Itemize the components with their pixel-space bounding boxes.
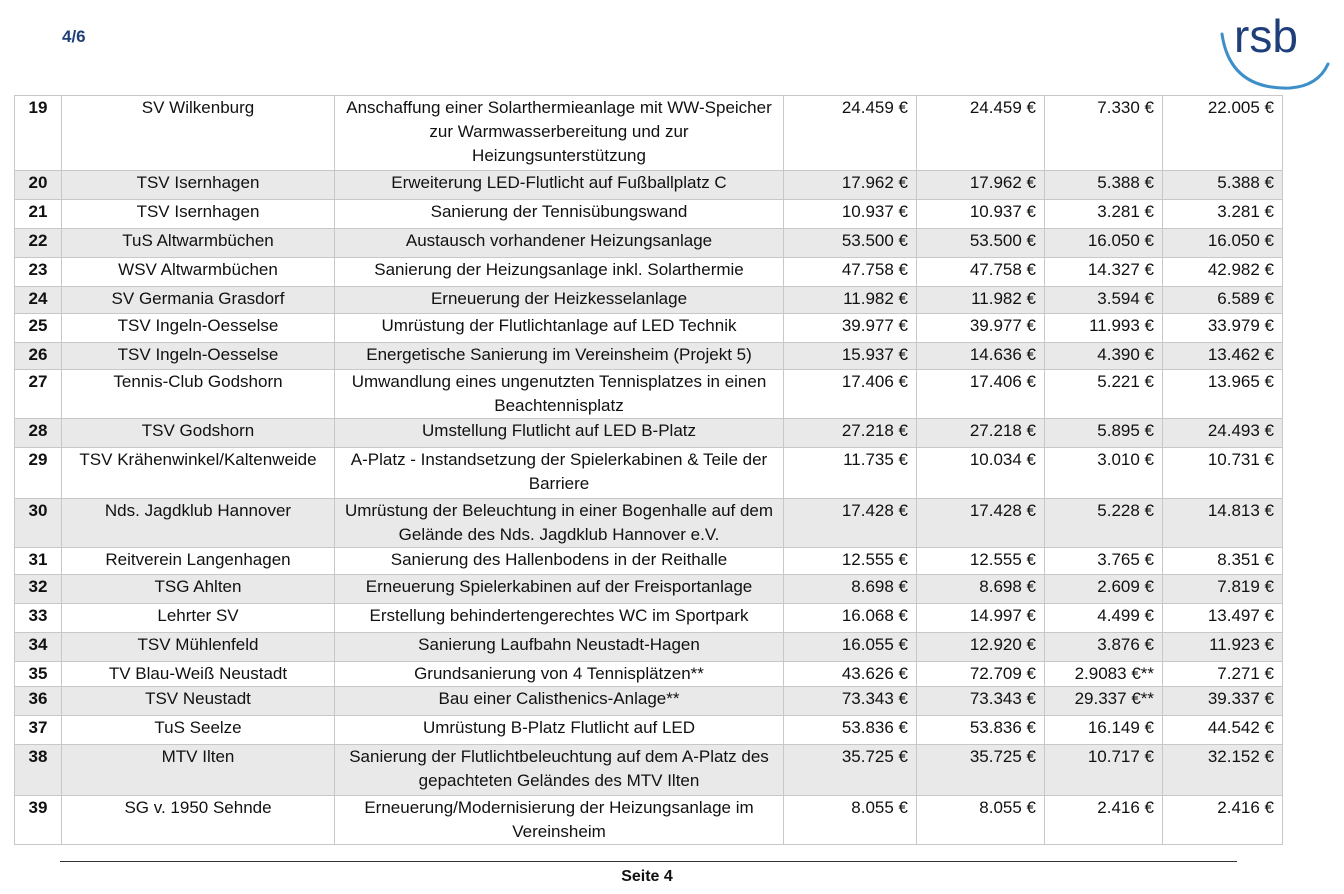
table-row: [15, 604, 1283, 633]
value-cell: 17.428 €: [917, 499, 1045, 548]
value-cell: 47.758 €: [917, 258, 1045, 287]
table-row: [15, 687, 1283, 716]
value-cell: 14.636 €: [917, 343, 1045, 370]
row-number: 20: [15, 171, 62, 200]
project-description: Austausch vorhandener Heizungsanlage: [335, 229, 784, 258]
value-cell: 6.589 €: [1163, 287, 1283, 314]
club-name: MTV Ilten: [62, 745, 335, 796]
value-cell: 3.876 €: [1045, 633, 1163, 662]
value-cell: 27.218 €: [784, 419, 917, 448]
project-description: Erstellung behindertengerechtes WC im Sportpark: [335, 604, 784, 633]
club-name: TV Blau-Weiß Neustadt: [62, 662, 335, 687]
table-row: [15, 96, 1283, 171]
value-cell: 73.343 €: [917, 687, 1045, 716]
value-cell: 10.731 €: [1163, 448, 1283, 499]
value-cell: 72.709 €: [917, 662, 1045, 687]
value-cell: 12.555 €: [917, 548, 1045, 575]
value-cell: 5.388 €: [1163, 171, 1283, 200]
club-name: TSV Isernhagen: [62, 200, 335, 229]
row-number: 33: [15, 604, 62, 633]
table-row: [15, 575, 1283, 604]
row-number: 32: [15, 575, 62, 604]
value-cell: 11.735 €: [784, 448, 917, 499]
project-description: Umrüstung B-Platz Flutlicht auf LED: [335, 716, 784, 745]
project-description: Erneuerung Spielerkabinen auf der Freisportanlage: [335, 575, 784, 604]
value-cell: 5.221 €: [1045, 370, 1163, 419]
value-cell: 29.337 €**: [1045, 687, 1163, 716]
value-cell: 3.281 €: [1163, 200, 1283, 229]
value-cell: 15.937 €: [784, 343, 917, 370]
value-cell: 11.993 €: [1045, 314, 1163, 343]
club-name: Lehrter SV: [62, 604, 335, 633]
value-cell: 24.459 €: [917, 96, 1045, 171]
club-name: TSV Mühlenfeld: [62, 633, 335, 662]
value-cell: 39.337 €: [1163, 687, 1283, 716]
club-name: WSV Altwarmbüchen: [62, 258, 335, 287]
value-cell: 7.271 €: [1163, 662, 1283, 687]
club-name: SG v. 1950 Sehnde: [62, 796, 335, 845]
footer-divider: [60, 861, 1237, 862]
project-description: Sanierung der Tennisübungswand: [335, 200, 784, 229]
table-row: [15, 419, 1283, 448]
club-name: TSG Ahlten: [62, 575, 335, 604]
value-cell: 53.836 €: [784, 716, 917, 745]
value-cell: 14.327 €: [1045, 258, 1163, 287]
table-row: [15, 171, 1283, 200]
table-row: [15, 200, 1283, 229]
row-number: 34: [15, 633, 62, 662]
club-name: SV Wilkenburg: [62, 96, 335, 171]
value-cell: 53.500 €: [917, 229, 1045, 258]
club-name: TuS Altwarmbüchen: [62, 229, 335, 258]
row-number: 38: [15, 745, 62, 796]
value-cell: 11.982 €: [917, 287, 1045, 314]
row-number: 28: [15, 419, 62, 448]
value-cell: 3.281 €: [1045, 200, 1163, 229]
row-number: 27: [15, 370, 62, 419]
value-cell: 12.555 €: [784, 548, 917, 575]
project-description: Sanierung der Flutlichtbeleuchtung auf dem A-Platz des gepachteten Geländes des MTV Ilten: [335, 745, 784, 796]
row-number: 30: [15, 499, 62, 548]
value-cell: 5.895 €: [1045, 419, 1163, 448]
club-name: Nds. Jagdklub Hannover: [62, 499, 335, 548]
row-number: 36: [15, 687, 62, 716]
value-cell: 39.977 €: [784, 314, 917, 343]
project-description: Umstellung Flutlicht auf LED B-Platz: [335, 419, 784, 448]
value-cell: 27.218 €: [917, 419, 1045, 448]
page-footer: Seite 4: [621, 868, 673, 885]
project-description: Erneuerung/Modernisierung der Heizungsanlage im Vereinsheim: [335, 796, 784, 845]
club-name: TSV Neustadt: [62, 687, 335, 716]
value-cell: 2.416 €: [1045, 796, 1163, 845]
value-cell: 16.068 €: [784, 604, 917, 633]
club-name: TSV Isernhagen: [62, 171, 335, 200]
row-number: 37: [15, 716, 62, 745]
value-cell: 8.698 €: [917, 575, 1045, 604]
value-cell: 53.500 €: [784, 229, 917, 258]
value-cell: 24.493 €: [1163, 419, 1283, 448]
value-cell: 16.149 €: [1045, 716, 1163, 745]
value-cell: 7.330 €: [1045, 96, 1163, 171]
value-cell: 39.977 €: [917, 314, 1045, 343]
value-cell: 3.765 €: [1045, 548, 1163, 575]
row-number: 25: [15, 314, 62, 343]
value-cell: 14.813 €: [1163, 499, 1283, 548]
project-description: Sanierung der Heizungsanlage inkl. Solarthermie: [335, 258, 784, 287]
value-cell: 2.9083 €**: [1045, 662, 1163, 687]
value-cell: 2.609 €: [1045, 575, 1163, 604]
table-row: [15, 448, 1283, 499]
funding-table: [14, 95, 1283, 845]
value-cell: 10.937 €: [784, 200, 917, 229]
table-row: [15, 716, 1283, 745]
table-row: [15, 258, 1283, 287]
value-cell: 8.351 €: [1163, 548, 1283, 575]
value-cell: 7.819 €: [1163, 575, 1283, 604]
value-cell: 42.982 €: [1163, 258, 1283, 287]
value-cell: 33.979 €: [1163, 314, 1283, 343]
table-row: [15, 370, 1283, 419]
table-row: [15, 229, 1283, 258]
value-cell: 73.343 €: [784, 687, 917, 716]
value-cell: 10.937 €: [917, 200, 1045, 229]
project-description: Sanierung Laufbahn Neustadt-Hagen: [335, 633, 784, 662]
value-cell: 5.228 €: [1045, 499, 1163, 548]
value-cell: 13.965 €: [1163, 370, 1283, 419]
value-cell: 35.725 €: [917, 745, 1045, 796]
table-row: [15, 662, 1283, 687]
project-description: Umrüstung der Beleuchtung in einer Bogenhalle auf dem Gelände des Nds. Jagdklub Hannover e.V.: [335, 499, 784, 548]
value-cell: 13.462 €: [1163, 343, 1283, 370]
value-cell: 10.717 €: [1045, 745, 1163, 796]
project-description: Erneuerung der Heizkesselanlage: [335, 287, 784, 314]
value-cell: 8.698 €: [784, 575, 917, 604]
page-fraction: 4/6: [62, 27, 86, 46]
value-cell: 16.050 €: [1045, 229, 1163, 258]
project-description: A-Platz - Instandsetzung der Spielerkabinen & Teile der Barriere: [335, 448, 784, 499]
value-cell: 11.982 €: [784, 287, 917, 314]
value-cell: 12.920 €: [917, 633, 1045, 662]
row-number: 22: [15, 229, 62, 258]
club-name: Tennis-Club Godshorn: [62, 370, 335, 419]
value-cell: 8.055 €: [917, 796, 1045, 845]
row-number: 21: [15, 200, 62, 229]
row-number: 39: [15, 796, 62, 845]
value-cell: 47.758 €: [784, 258, 917, 287]
value-cell: 13.497 €: [1163, 604, 1283, 633]
project-description: Energetische Sanierung im Vereinsheim (Projekt 5): [335, 343, 784, 370]
row-number: 31: [15, 548, 62, 575]
value-cell: 8.055 €: [784, 796, 917, 845]
value-cell: 11.923 €: [1163, 633, 1283, 662]
table-row: [15, 287, 1283, 314]
row-number: 24: [15, 287, 62, 314]
club-name: SV Germania Grasdorf: [62, 287, 335, 314]
row-number: 23: [15, 258, 62, 287]
club-name: TuS Seelze: [62, 716, 335, 745]
row-number: 29: [15, 448, 62, 499]
value-cell: 3.594 €: [1045, 287, 1163, 314]
table-row: [15, 314, 1283, 343]
value-cell: 35.725 €: [784, 745, 917, 796]
value-cell: 53.836 €: [917, 716, 1045, 745]
value-cell: 4.499 €: [1045, 604, 1163, 633]
row-number: 26: [15, 343, 62, 370]
value-cell: 17.428 €: [784, 499, 917, 548]
club-name: TSV Godshorn: [62, 419, 335, 448]
table-row: [15, 745, 1283, 796]
value-cell: 24.459 €: [784, 96, 917, 171]
value-cell: 17.962 €: [784, 171, 917, 200]
value-cell: 17.406 €: [784, 370, 917, 419]
project-description: Sanierung des Hallenbodens in der Reithalle: [335, 548, 784, 575]
table-row: [15, 343, 1283, 370]
value-cell: 16.050 €: [1163, 229, 1283, 258]
club-name: TSV Ingeln-Oesselse: [62, 343, 335, 370]
project-description: Bau einer Calisthenics-Anlage**: [335, 687, 784, 716]
value-cell: 10.034 €: [917, 448, 1045, 499]
value-cell: 17.406 €: [917, 370, 1045, 419]
project-description: Umwandlung eines ungenutzten Tennisplatzes in einen Beachtennisplatz: [335, 370, 784, 419]
value-cell: 32.152 €: [1163, 745, 1283, 796]
table-row: [15, 796, 1283, 845]
value-cell: 22.005 €: [1163, 96, 1283, 171]
project-description: Grundsanierung von 4 Tennisplätzen**: [335, 662, 784, 687]
project-description: Anschaffung einer Solarthermieanlage mit WW-Speicher zur Warmwasserbereitung und zur Heizungsunterstützung: [335, 96, 784, 171]
club-name: Reitverein Langenhagen: [62, 548, 335, 575]
value-cell: 14.997 €: [917, 604, 1045, 633]
table-row: [15, 548, 1283, 575]
row-number: 19: [15, 96, 62, 171]
value-cell: 3.010 €: [1045, 448, 1163, 499]
project-description: Umrüstung der Flutlichtanlage auf LED Technik: [335, 314, 784, 343]
club-name: TSV Krähenwinkel/Kaltenweide: [62, 448, 335, 499]
club-name: TSV Ingeln-Oesselse: [62, 314, 335, 343]
project-description: Erweiterung LED-Flutlicht auf Fußballplatz C: [335, 171, 784, 200]
value-cell: 2.416 €: [1163, 796, 1283, 845]
value-cell: 17.962 €: [917, 171, 1045, 200]
table-row: [15, 633, 1283, 662]
rsb-logo: [1212, 4, 1332, 90]
value-cell: 16.055 €: [784, 633, 917, 662]
table-row: [15, 499, 1283, 548]
value-cell: 43.626 €: [784, 662, 917, 687]
row-number: 35: [15, 662, 62, 687]
logo-text: rsb: [1234, 10, 1298, 62]
value-cell: 44.542 €: [1163, 716, 1283, 745]
value-cell: 5.388 €: [1045, 171, 1163, 200]
value-cell: 4.390 €: [1045, 343, 1163, 370]
